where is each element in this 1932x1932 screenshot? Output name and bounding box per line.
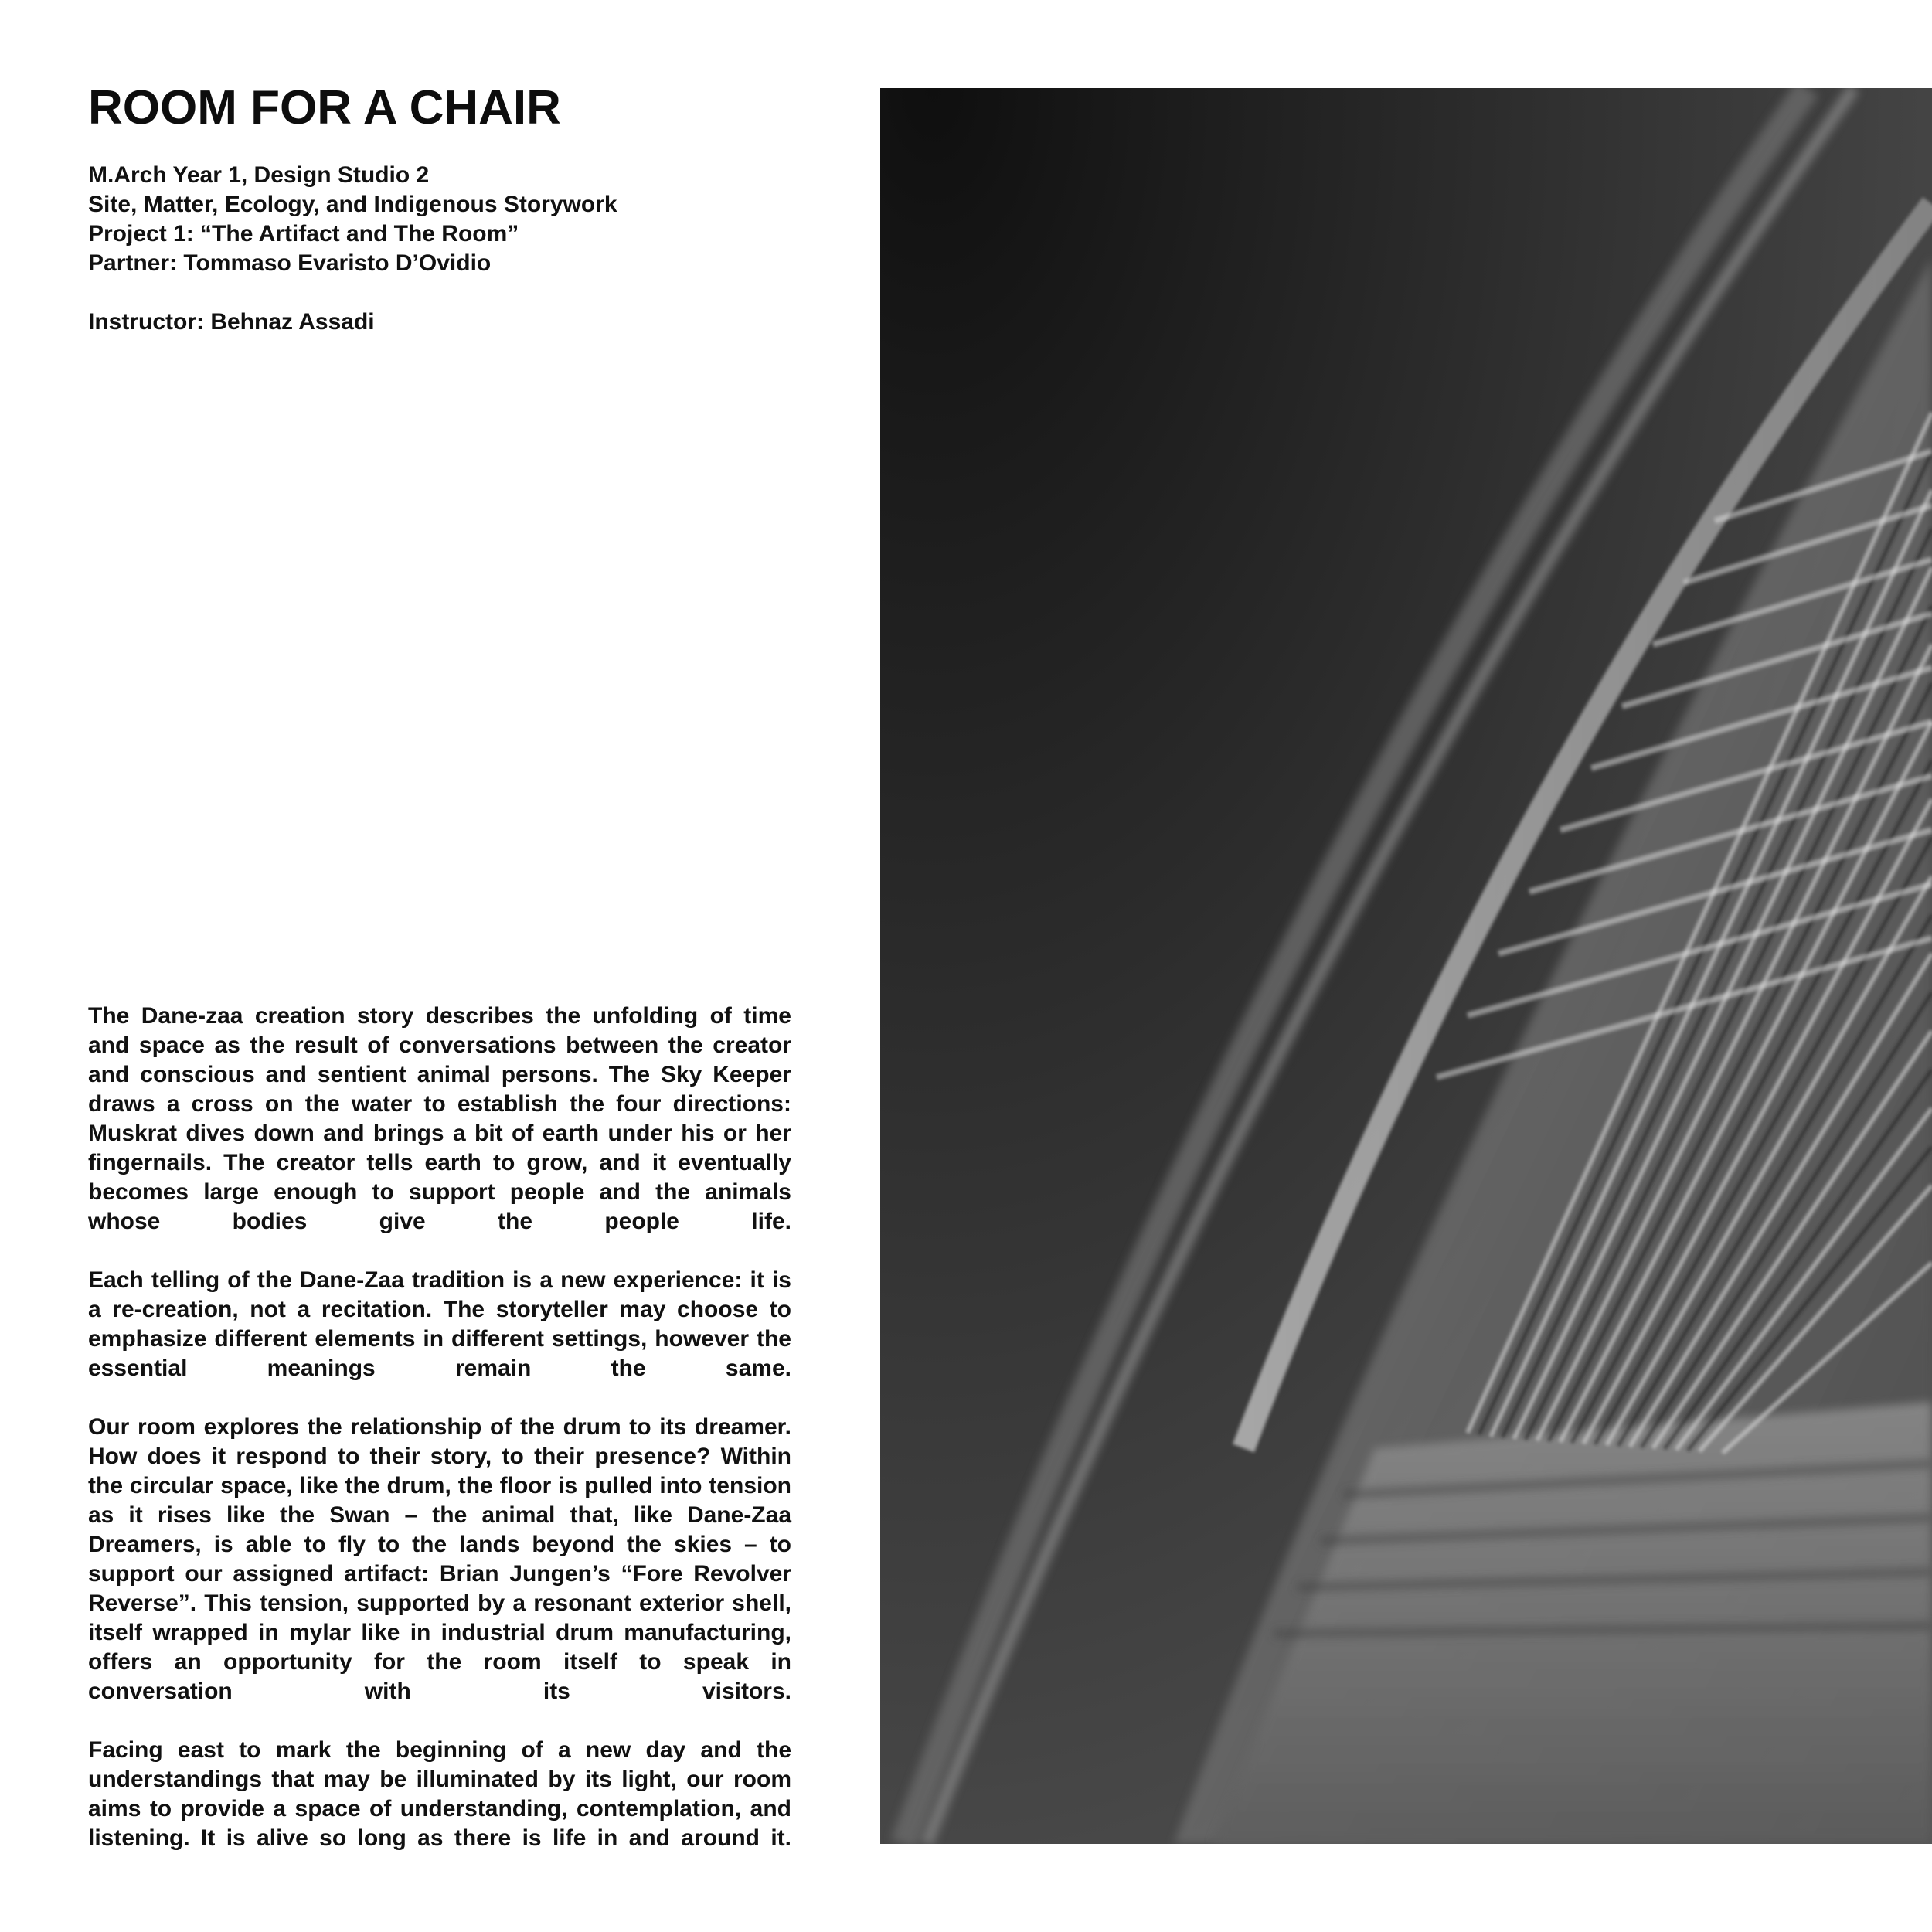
paragraph-room: Our room explores the relationship of the drum to its dreamer. How does it respond to their story, to their presence? Within the circular space, like the drum, the floor is pulled into tension as it rises like the Swan – the animal that, like Dane-Zaa Dreamers, is able to fly to the lands beyond the skies – to support our assigned artifact: Brian Jungen’s “Fore Revolver Reverse”. This tension, supported by a resonant exterior shell, itself wrapped in mylar like in industrial drum manufacturing, offers an opportunity for the room itself to speak in conversation with its visitors. (88, 1414, 791, 1704)
body-text (88, 1002, 791, 1853)
partner-line: Partner: Tommaso Evaristo D’Ovidio (88, 250, 492, 276)
studio-theme-line: Site, Matter, Ecology, and Indigenous Storywork (88, 192, 617, 217)
instructor-line: Instructor: Behnaz Assadi (88, 309, 375, 335)
model-photograph (880, 88, 1932, 1844)
page-title: ROOM FOR A CHAIR (88, 81, 561, 134)
project-line: Project 1: “The Artifact and The Room” (88, 221, 519, 247)
model-photograph-svg (880, 88, 1932, 1844)
paragraph-creation-story: The Dane-zaa creation story describes the unfolding of time and space as the result of conversations between the creator and conscious and sentient animal persons. The Sky Keeper draws a cross on the water to establish the four directions: Muskrat dives down and brings a bit of earth under his or her fingernails. The creator tells earth to grow, and it eventually becomes large enough to support people and the animals whose bodies give the people life. (88, 1003, 791, 1234)
project-meta (88, 161, 784, 337)
paragraph-tradition: Each telling of the Dane-Zaa tradition is a new experience: it is a re-creation, not a recitation. The storyteller may choose to emphasize different elements in different settings, however the essential meanings remain the same. (88, 1267, 791, 1381)
program-line: M.Arch Year 1, Design Studio 2 (88, 162, 430, 188)
paragraph-facing-east: Facing east to mark the beginning of a new day and the understandings that may be illuminated by its light, our room aims to provide a space of understanding, contemplation, and listening. It is alive so long as there is life in and around it. (88, 1737, 791, 1851)
